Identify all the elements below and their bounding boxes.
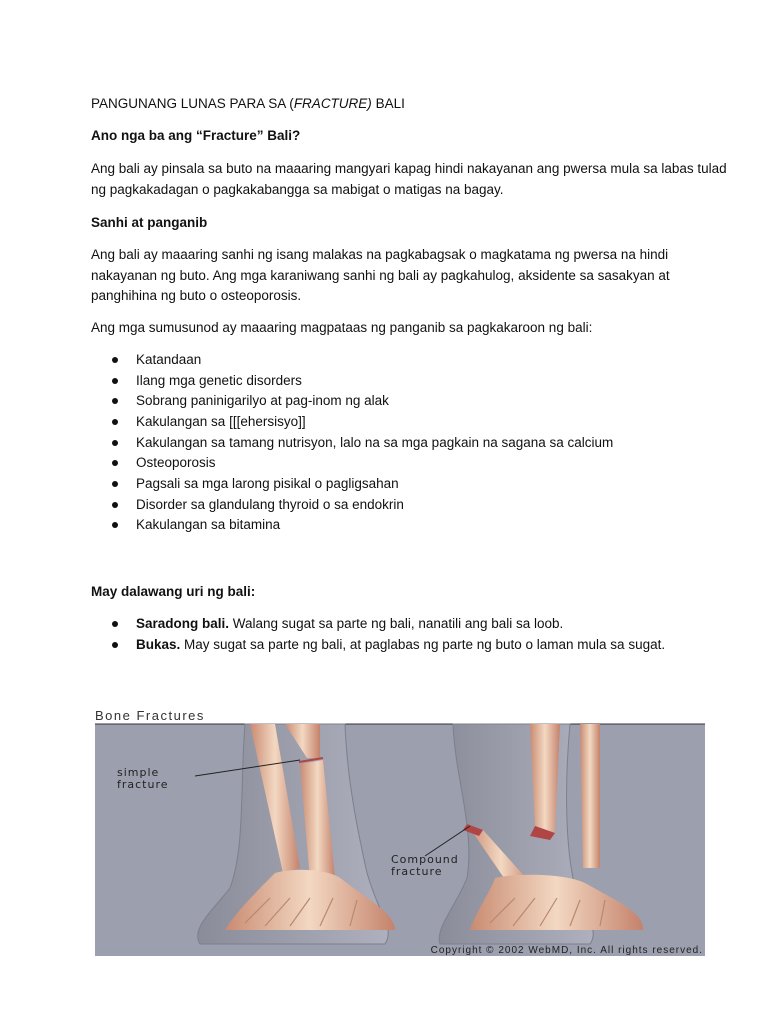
list-item: Kakulangan sa tamang nutrisyon, lalo na sa mga pagkain na sagana sa calcium <box>136 435 614 450</box>
type-desc: Walang sugat sa parte ng bali, nanatili ang bali sa loob. <box>229 616 564 631</box>
bullet-icon <box>112 522 118 528</box>
right-fibula <box>580 724 600 868</box>
list-item: Osteoporosis <box>136 455 216 470</box>
document-title <box>91 94 405 114</box>
list-item: Disorder sa glandulang thyroid o sa endokrin <box>136 497 404 512</box>
bullet-icon <box>112 398 118 404</box>
type-term: Saradong bali. <box>136 616 230 631</box>
list-item <box>136 635 665 655</box>
figure-title: Bone Fractures <box>95 708 205 723</box>
list-item <box>136 614 563 634</box>
risk-intro: Ang mga sumusunod ay maaaring magpataas ng panganib sa pagkakaroon ng bali: <box>91 320 593 335</box>
causes-heading: Sanhi at panganib <box>91 215 208 230</box>
bullet-icon <box>112 378 118 384</box>
causes-line-3: panghihina ng buto o osteoporosis. <box>91 288 302 303</box>
list-item: Kakulangan sa [[[ehersisyo]] <box>136 414 306 429</box>
fracture-illustration <box>95 708 705 958</box>
simple-fracture-label-2: fracture <box>117 778 169 791</box>
bullet-icon <box>112 621 118 627</box>
bullet-icon <box>112 460 118 466</box>
bullet-icon <box>112 642 118 648</box>
bullet-icon <box>112 502 118 508</box>
bone-fracture-figure <box>95 708 705 958</box>
list-item: Sobrang paninigarilyo at pag-inom ng alak <box>136 393 389 408</box>
bullet-icon <box>112 440 118 446</box>
title-prefix: PANGUNANG LUNAS PARA SA ( <box>91 96 294 111</box>
list-item: Ilang mga genetic disorders <box>136 373 302 388</box>
types-heading: May dalawang uri ng bali: <box>91 584 256 599</box>
question-heading: Ano nga ba ang “Fracture” Bali? <box>91 128 301 143</box>
causes-line-1: Ang bali ay maaaring sanhi ng isang malakas na pagkabagsak o magkatama ng pwersa na hindi <box>91 247 669 262</box>
causes-line-2: nakayanan ng buto. Ang mga karaniwang sanhi ng bali ay pagkahulog, aksidente sa sasakyan at <box>91 268 670 283</box>
title-italic: FRACTURE) <box>293 96 372 111</box>
bullet-icon <box>112 481 118 487</box>
list-item: Kakulangan sa bitamina <box>136 517 281 532</box>
list-item: Katandaan <box>136 352 202 367</box>
definition-line-1: Ang bali ay pinsala sa buto na maaaring mangyari kapag hindi nakayanan ang pwersa mula sa labas tulad <box>91 161 727 176</box>
title-suffix: BALI <box>371 96 405 111</box>
definition-line-2: ng pagkakadagan o pagkakabangga sa mabigat o matigas na bagay. <box>91 182 504 197</box>
figure-copyright: Copyright © 2002 WebMD, Inc. All rights reserved. <box>430 945 703 956</box>
type-desc: May sugat sa parte ng bali, at paglabas ng parte ng buto o laman mula sa sugat. <box>180 637 666 652</box>
compound-fracture-label-1: Compound <box>391 853 459 866</box>
bullet-icon <box>112 357 118 363</box>
bullet-icon <box>112 419 118 425</box>
compound-fracture-label-2: fracture <box>391 865 443 878</box>
simple-fracture-label-1: simple <box>117 766 160 779</box>
type-term: Bukas. <box>136 637 181 652</box>
list-item: Pagsali sa mga larong pisikal o pagligsahan <box>136 476 399 491</box>
